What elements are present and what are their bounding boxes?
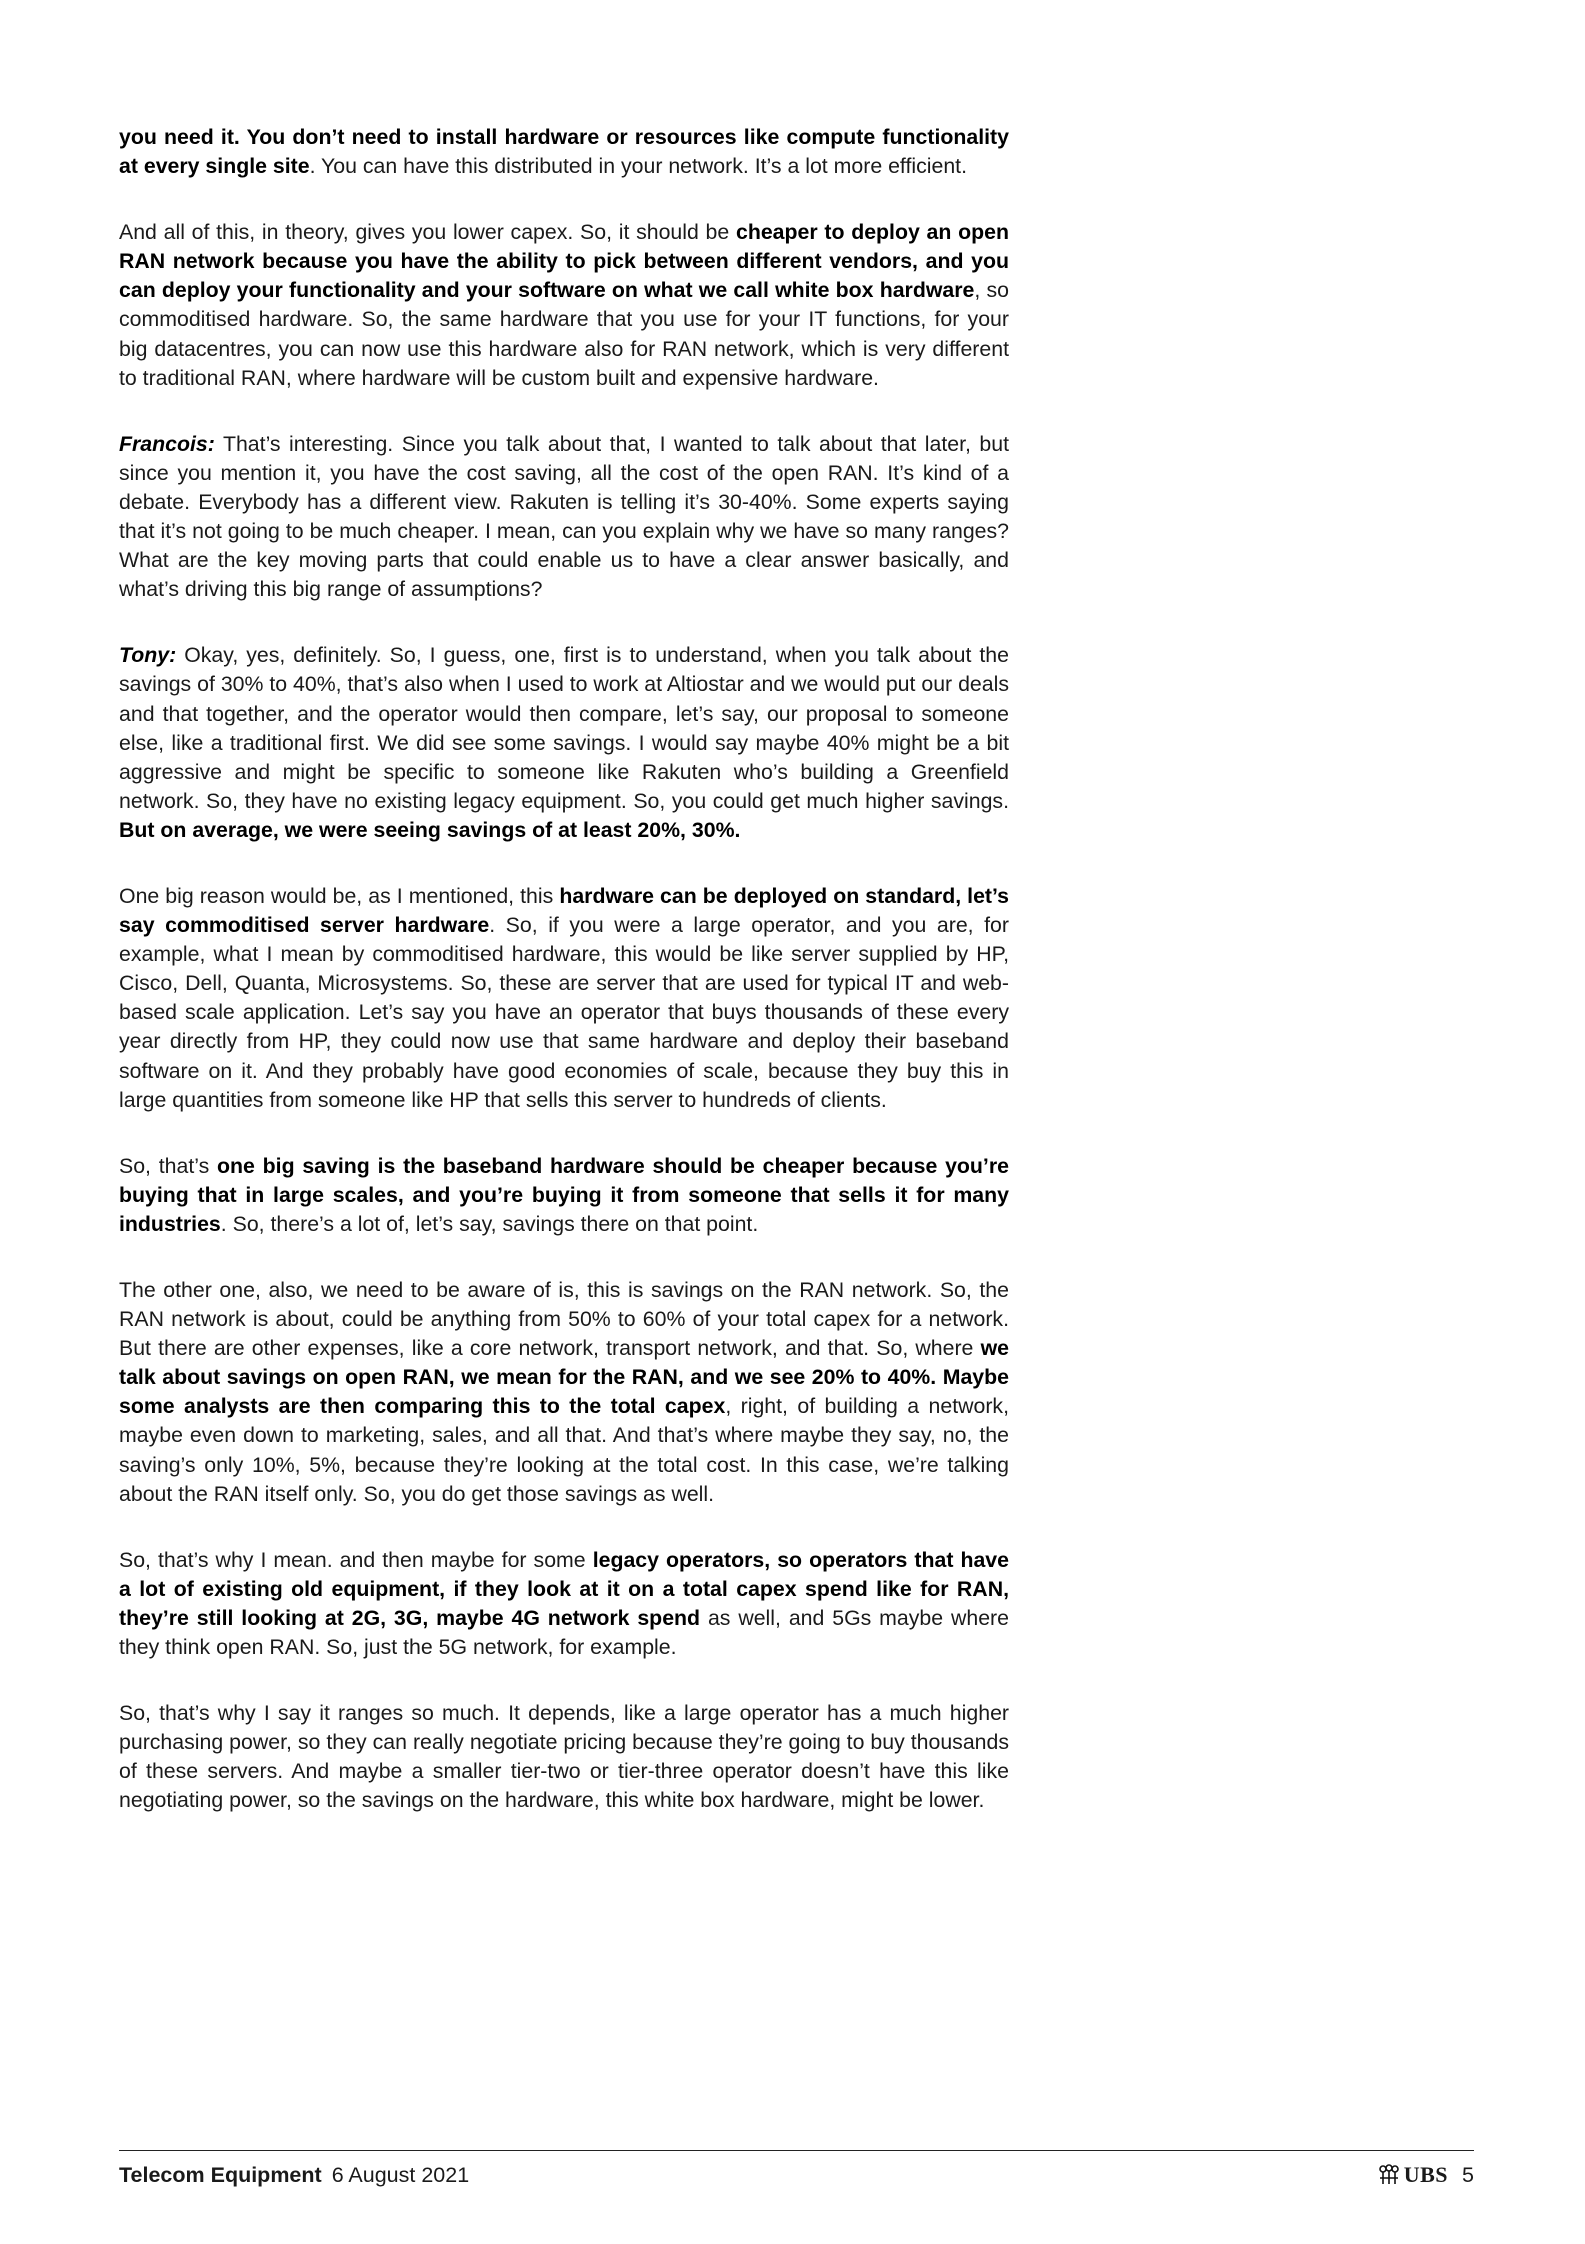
emphasis-text: you need it. You don’t need to install hardware or resources like compute functionality at every single site — [119, 125, 1009, 179]
publication-title: Telecom Equipment — [119, 2163, 322, 2187]
body-paragraph — [119, 430, 1009, 605]
footer-divider — [119, 2150, 1474, 2151]
ubs-keys-icon — [1377, 2164, 1401, 2186]
body-text: . So, if you were a large operator, and you are, for example, what I mean by commoditised hardware, this would be like server supplied by HP, Cisco, Dell, Quanta, Microsystems. So, these are server that are used for typical IT and web-based scale application. Let’s say you have an operator that buys thousands of these every year directly from HP, they could now use that same hardware and deploy their baseband software on it. And they probably have good economies of scale, because they buy this in large quantities from someone like HP that sells this server to hundreds of clients. — [119, 913, 1009, 1112]
body-paragraph — [119, 882, 1009, 1115]
emphasis-text: cheaper to deploy an open RAN network because you have the ability to pick between different vendors, and you can deploy your functionality and your software on what we call white box hardware — [119, 220, 1009, 303]
body-text: So, that’s why I say it ranges so much. It depends, like a large operator has a much higher purchasing power, so they can really negotiate pricing because they’re going to buy thousands of these servers. And maybe a smaller tier-two or tier-three operator doesn’t have this like negotiating power, so the savings on the hardware, this white box hardware, might be lower. — [119, 1701, 1009, 1813]
speaker-name: Francois: — [119, 431, 215, 456]
body-text: , right, of building a network, maybe even down to marketing, sales, and all that. And that’s where maybe they say, no, the saving’s only 10%, 5%, because they’re looking at the total cost. In this case, we’re talking about the RAN itself only. So, you do get those savings as well. — [119, 1394, 1009, 1506]
emphasis-text: legacy operators, so operators that have a lot of existing old equipment, if they look at it on a total capex spend like for RAN, they’re still looking at 2G, 3G, maybe 4G network spend — [119, 1547, 1009, 1630]
emphasis-text: we talk about savings on open RAN, we mean for the RAN, and we see 20% to 40%. Maybe some analysts are then comparing this to the total capex — [119, 1336, 1009, 1419]
body-text: That’s interesting. Since you talk about that, I wanted to talk about that later, but since you mention it, you have the cost saving, all the cost of the open RAN. It’s kind of a debate. Everybody has a different view. Rakuten is telling it’s 30-40%. Some experts saying that it’s not going to be much cheaper. I mean, can you explain why we have so many ranges? What are the key moving parts that could enable us to have a clear answer basically, and what’s driving this big range of assumptions? — [119, 431, 1009, 602]
body-text: So, that’s — [119, 1153, 218, 1178]
body-paragraph — [119, 1276, 1009, 1509]
body-paragraph — [119, 123, 1009, 181]
body-text: One big reason would be, as I mentioned, this — [119, 883, 560, 908]
publication-date: 6 August 2021 — [331, 2163, 470, 2187]
emphasis-text: one big saving is the baseband hardware should be cheaper because you’re buying that in large scales, and you’re buying it from someone that sells it for many industries — [119, 1153, 1009, 1236]
speaker-name: Tony: — [119, 643, 177, 668]
body-text: , so commoditised hardware. So, the same hardware that you use for your IT functions, for your big datacentres, you can now use this hardware also for RAN network, which is very different to traditional RAN, where hardware will be custom built and expensive hardware. — [119, 278, 1009, 390]
footer-right — [1377, 2161, 1474, 2189]
body-text: . So, there’s a lot of, let’s say, savings there on that point. — [220, 1211, 759, 1236]
page-number: 5 — [1462, 2163, 1474, 2187]
ubs-logo — [1377, 2161, 1448, 2189]
body-text: And all of this, in theory, gives you lower capex. So, it should be — [119, 220, 736, 245]
body-text: Okay, yes, definitely. So, I guess, one, first is to understand, when you talk about the savings of 30% to 40%, that’s also when I used to work at Altiostar and we would put our deals and that together, and the operator would then compare, let’s say, our proposal to someone else, like a traditional first. We did see some savings. I would say maybe 40% might be a bit aggressive and might be specific to someone like Rakuten who’s building a Greenfield network. So, they have no existing legacy equipment. So, you could get much higher savings. — [119, 643, 1009, 813]
body-text: The other one, also, we need to be aware of is, this is savings on the RAN network. So, the RAN network is about, could be anything from 50% to 60% of your total capex for a network. But there are other expenses, like a core network, transport network, and that. So, where — [119, 1278, 1009, 1361]
body-paragraph — [119, 218, 1009, 393]
body-text: So, that’s why I mean. and then maybe for some — [119, 1547, 593, 1572]
page-footer — [119, 2161, 1474, 2189]
body-paragraph — [119, 641, 1009, 845]
body-text: . You can have this distributed in your network. It’s a lot more efficient. — [309, 154, 968, 179]
brand-name: UBS — [1403, 2162, 1449, 2187]
body-paragraph — [119, 1699, 1009, 1815]
emphasis-text: But on average, we were seeing savings of at least 20%, 30%. — [119, 817, 741, 842]
body-paragraph — [119, 1152, 1009, 1239]
body-text: as well, and 5Gs maybe where they think open RAN. So, just the 5G network, for example. — [119, 1605, 1009, 1660]
emphasis-text: hardware can be deployed on standard, let’s say commoditised server hardware — [119, 883, 1009, 938]
body-paragraph — [119, 1546, 1009, 1662]
body-column — [119, 123, 1009, 1853]
